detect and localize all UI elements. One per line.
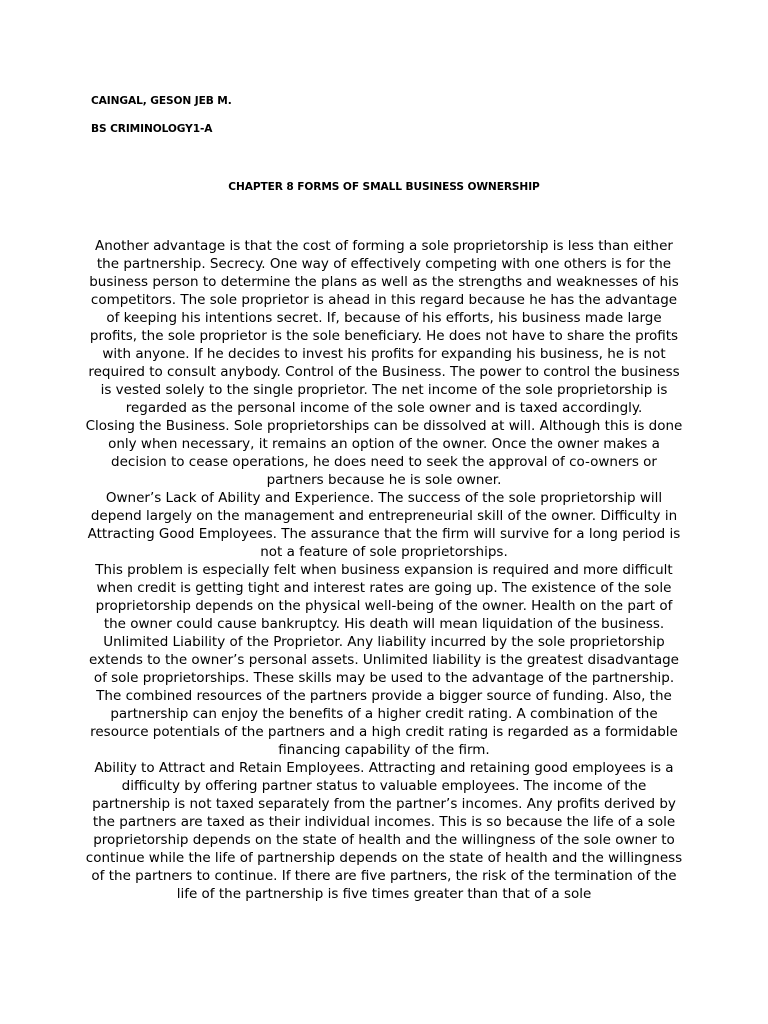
document-body bbox=[85, 237, 683, 903]
paragraph: Closing the Business. Sole proprietorships can be dissolved at will. Although this is done only when necessary, it remains an option of the owner. Once the owner makes a decision to cease operations, he does need to seek the approval of co-owners or partners because he is sole owner. bbox=[85, 418, 683, 488]
chapter-title: CHAPTER 8 FORMS OF SMALL BUSINESS OWNERSHIP bbox=[228, 181, 540, 193]
paragraph: This problem is especially felt when business expansion is required and more difficult when credit is getting tight and interest rates are going up. The existence of the sole proprietorship depends on the physical well-being of the owner. Health on the part of the owner could cause bankruptcy. His death will mean liquidation of the business. Unlimited Liability of the Proprietor. Any liability incurred by the sole proprietorship extends to the owner’s personal assets. Unlimited liability is the greatest disadvantage of sole proprietorships. These skills may be used to the advantage of the partnership. The combined resources of the partners provide a bigger source of funding. Also, the partnership can enjoy the benefits of a higher credit rating. A combination of the resource potentials of the partners and a high credit rating is regarded as a formidable financing capability of the firm. bbox=[89, 562, 679, 758]
paragraph: Owner’s Lack of Ability and Experience. The success of the sole proprietorship will depend largely on the management and entrepreneurial skill of the owner. Difficulty in Attracting Good Employees. The assurance that the firm will survive for a long period is not a feature of sole proprietorships. bbox=[87, 490, 681, 560]
paragraph: Ability to Attract and Retain Employees. Attracting and retaining good employees is a difficulty by offering partner status to valuable employees. The income of the partnership is not taxed separately from the partner’s incomes. Any profits derived by the partners are taxed as their individual incomes. This is so because the life of a sole proprietorship depends on the state of health and the willingness of the sole owner to continue while the life of partnership depends on the state of health and the willingness of the partners to continue. If there are five partners, the risk of the termination of the life of the partnership is five times greater than that of a sole bbox=[85, 760, 683, 902]
course-label: BS CRIMINOLOGY1-A bbox=[91, 123, 213, 135]
author-name: CAINGAL, GESON JEB M. bbox=[91, 95, 232, 107]
paragraph: Another advantage is that the cost of forming a sole proprietorship is less than either the partnership. Secrecy. One way of effectively competing with one others is for the business person to determine the plans as well as the strengths and weaknesses of his competitors. The sole proprietor is ahead in this regard because he has the advantage of keeping his intentions secret. If, because of his efforts, his business made large profits, the sole proprietor is the sole beneficiary. He does not have to share the profits with anyone. If he decides to invest his profits for expanding his business, he is not required to consult anybody. Control of the Business. The power to control the business is vested solely to the single proprietor. The net income of the sole proprietorship is regarded as the personal income of the sole owner and is taxed accordingly. bbox=[88, 238, 680, 416]
